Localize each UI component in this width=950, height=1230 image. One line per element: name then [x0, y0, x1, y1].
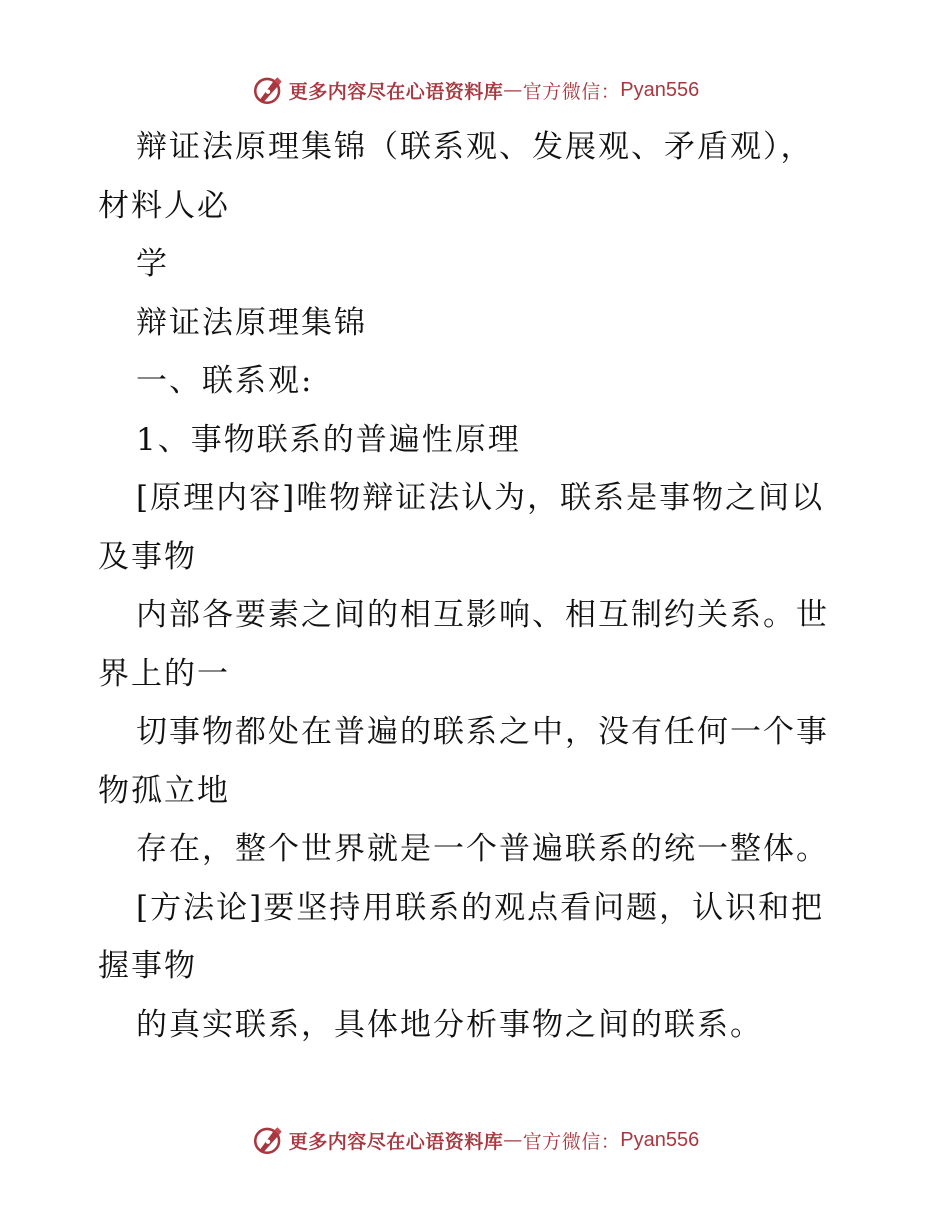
banner-main-text: 更多内容尽在心语资料库	[288, 80, 504, 103]
text-line: 辩证法原理集锦	[136, 304, 367, 341]
text-line: 1、事物联系的普遍性原理	[136, 421, 521, 458]
text-line: 握事物	[98, 948, 197, 984]
text-line: 物孤立地	[98, 772, 230, 809]
text-line: [方法论]要坚持用联系的观点看问题，认识和把	[136, 889, 825, 926]
banner-dash: —	[503, 1129, 523, 1151]
banner-dash: —	[503, 79, 523, 101]
banner-main-text: 更多内容尽在心语资料库	[288, 1130, 504, 1153]
footer-watermark-banner	[0, 1120, 950, 1160]
pen-nib-logo-icon	[251, 73, 285, 107]
text-line: 及事物	[98, 538, 197, 575]
text-line: 存在，整个世界就是一个普遍联系的统一整体。	[136, 831, 829, 867]
banner-wechat-handle: Pyan556	[620, 1128, 700, 1151]
text-line: 一、联系观:	[136, 363, 314, 399]
text-line: 界上的一	[98, 655, 230, 692]
text-line: 学	[136, 246, 169, 282]
text-line: [原理内容]唯物辩证法认为，联系是事物之间以	[136, 480, 825, 516]
text-line: 辩证法原理集锦（联系观、发展观、矛盾观），	[136, 129, 814, 165]
text-line: 切事物都处在普遍的联系之中，没有任何一个事	[136, 714, 829, 750]
text-line: 的真实联系，具体地分析事物之间的联系。	[136, 1006, 763, 1043]
document-body	[98, 118, 858, 1054]
header-watermark-banner	[0, 70, 950, 110]
pen-nib-logo-icon	[251, 1123, 285, 1157]
banner-wechat-label: 官方微信：	[522, 80, 621, 103]
banner-wechat-handle: Pyan556	[620, 78, 700, 101]
text-line: 内部各要素之间的相互影响、相互制约关系。世	[136, 597, 829, 633]
text-line: 材料人必	[98, 187, 230, 224]
banner-wechat-label: 官方微信：	[522, 1130, 621, 1153]
